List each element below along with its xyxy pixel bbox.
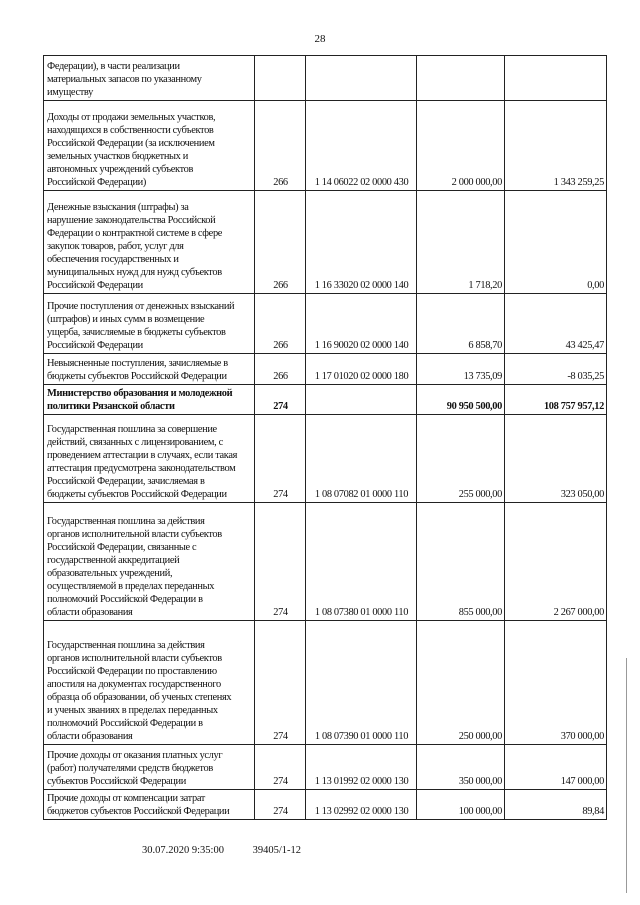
budget-classification-code-cell: 1 08 07390 01 0000 110: [306, 621, 417, 745]
planned-amount-cell: 100 000,00: [417, 790, 505, 820]
admin-code-cell: 266: [255, 294, 306, 354]
revenue-name-cell: Государственная пошлина за совершение действий, связанных с лицензированием, с проведением аттестации в случаях, если такая аттестация предусмотрена законодательством Российской Федерации, зачисляемая в бюджеты субъектов Российской Федерации: [44, 415, 255, 503]
actual-amount-cell: 108 757 957,12: [505, 385, 607, 415]
revenue-name-cell: Невыясненные поступления, зачисляемые в бюджеты субъектов Российской Федерации: [44, 354, 255, 385]
revenue-name-cell: Государственная пошлина за действия органов исполнительной власти субъектов Российской Федерации, связанные с государственной аккредитацией образовательных учреждений, осуществляемой в пределах переданных полномочий Российской Федерации в области образования: [44, 503, 255, 621]
revenue-name-cell: Прочие доходы от оказания платных услуг (работ) получателями средств бюджетов субъектов Российской Федерации: [44, 745, 255, 790]
admin-code-cell: 274: [255, 790, 306, 820]
revenue-name-cell: Министерство образования и молодежной политики Рязанской области: [44, 385, 255, 415]
budget-classification-code-cell: 1 13 01992 02 0000 130: [306, 745, 417, 790]
admin-code-cell: 266: [255, 191, 306, 294]
revenue-name-cell: Прочие поступления от денежных взысканий (штрафов) и иных сумм в возмещение ущерба, зачисляемые в бюджеты субъектов Российской Федерации: [44, 294, 255, 354]
scan-edge-line: [626, 658, 627, 893]
actual-amount-cell: 89,84: [505, 790, 607, 820]
actual-amount-cell: 0,00: [505, 191, 607, 294]
table-row: [44, 101, 607, 191]
table-row: [44, 790, 607, 820]
admin-code-cell: 266: [255, 101, 306, 191]
planned-amount-cell: 90 950 500,00: [417, 385, 505, 415]
admin-code-cell: 266: [255, 354, 306, 385]
actual-amount-cell: 1 343 259,25: [505, 101, 607, 191]
revenue-name-cell: Прочие доходы от компенсации затрат бюджетов субъектов Российской Федерации: [44, 790, 255, 820]
footer-datetime: 30.07.2020 9:35:00: [142, 845, 224, 856]
budget-classification-code-cell: 1 16 90020 02 0000 140: [306, 294, 417, 354]
table-row: [44, 294, 607, 354]
budget-classification-code-cell: 1 08 07380 01 0000 110: [306, 503, 417, 621]
actual-amount-cell: 43 425,47: [505, 294, 607, 354]
budget-classification-code-cell: 1 13 02992 02 0000 130: [306, 790, 417, 820]
table-row: [44, 503, 607, 621]
planned-amount-cell: 13 735,09: [417, 354, 505, 385]
planned-amount-cell: 255 000,00: [417, 415, 505, 503]
budget-classification-code-cell: 1 17 01020 02 0000 180: [306, 354, 417, 385]
revenue-name-cell: Федерации), в части реализации материальных запасов по указанному имуществу: [44, 56, 255, 101]
table-row: [44, 191, 607, 294]
actual-amount-cell: 370 000,00: [505, 621, 607, 745]
actual-amount-cell: [505, 56, 607, 101]
planned-amount-cell: [417, 56, 505, 101]
budget-classification-code-cell: 1 16 33020 02 0000 140: [306, 191, 417, 294]
planned-amount-cell: 250 000,00: [417, 621, 505, 745]
footer-doc-id: 39405/1-12: [252, 845, 302, 856]
admin-code-cell: 274: [255, 415, 306, 503]
table-row: [44, 621, 607, 745]
footer: [142, 845, 301, 856]
actual-amount-cell: 2 267 000,00: [505, 503, 607, 621]
planned-amount-cell: 350 000,00: [417, 745, 505, 790]
table-row: [44, 415, 607, 503]
admin-code-cell: [255, 56, 306, 101]
planned-amount-cell: 1 718,20: [417, 191, 505, 294]
budget-classification-code-cell: 1 08 07082 01 0000 110: [306, 415, 417, 503]
planned-amount-cell: 855 000,00: [417, 503, 505, 621]
table-row: [44, 385, 607, 415]
planned-amount-cell: 2 000 000,00: [417, 101, 505, 191]
actual-amount-cell: 323 050,00: [505, 415, 607, 503]
admin-code-cell: 274: [255, 745, 306, 790]
planned-amount-cell: 6 858,70: [417, 294, 505, 354]
table-row: [44, 56, 607, 101]
table-row: [44, 745, 607, 790]
revenue-name-cell: Государственная пошлина за действия органов исполнительной власти субъектов Российской Федерации по проставлению апостиля на документах государственного образца об образовании, об ученых степенях и ученых званиях в пределах переданных полномочий Российской Федерации в области образования: [44, 621, 255, 745]
actual-amount-cell: -8 035,25: [505, 354, 607, 385]
table-body: [44, 56, 607, 820]
budget-classification-code-cell: [306, 56, 417, 101]
table-row: [44, 354, 607, 385]
admin-code-cell: 274: [255, 385, 306, 415]
actual-amount-cell: 147 000,00: [505, 745, 607, 790]
revenue-name-cell: Денежные взыскания (штрафы) за нарушение законодательства Российской Федерации о контрактной системе в сфере закупок товаров, работ, услуг для обеспечения государственных и муниципальных нужд для нужд субъектов Российской Федерации: [44, 191, 255, 294]
admin-code-cell: 274: [255, 621, 306, 745]
budget-classification-code-cell: 1 14 06022 02 0000 430: [306, 101, 417, 191]
page-number: 28: [314, 33, 326, 45]
admin-code-cell: 274: [255, 503, 306, 621]
revenue-name-cell: Доходы от продажи земельных участков, находящихся в собственности субъектов Российской Федерации (за исключением земельных участков бюджетных и автономных учреждений субъектов Российской Федерации): [44, 101, 255, 191]
budget-classification-code-cell: [306, 385, 417, 415]
budget-revenue-table: [43, 55, 607, 820]
